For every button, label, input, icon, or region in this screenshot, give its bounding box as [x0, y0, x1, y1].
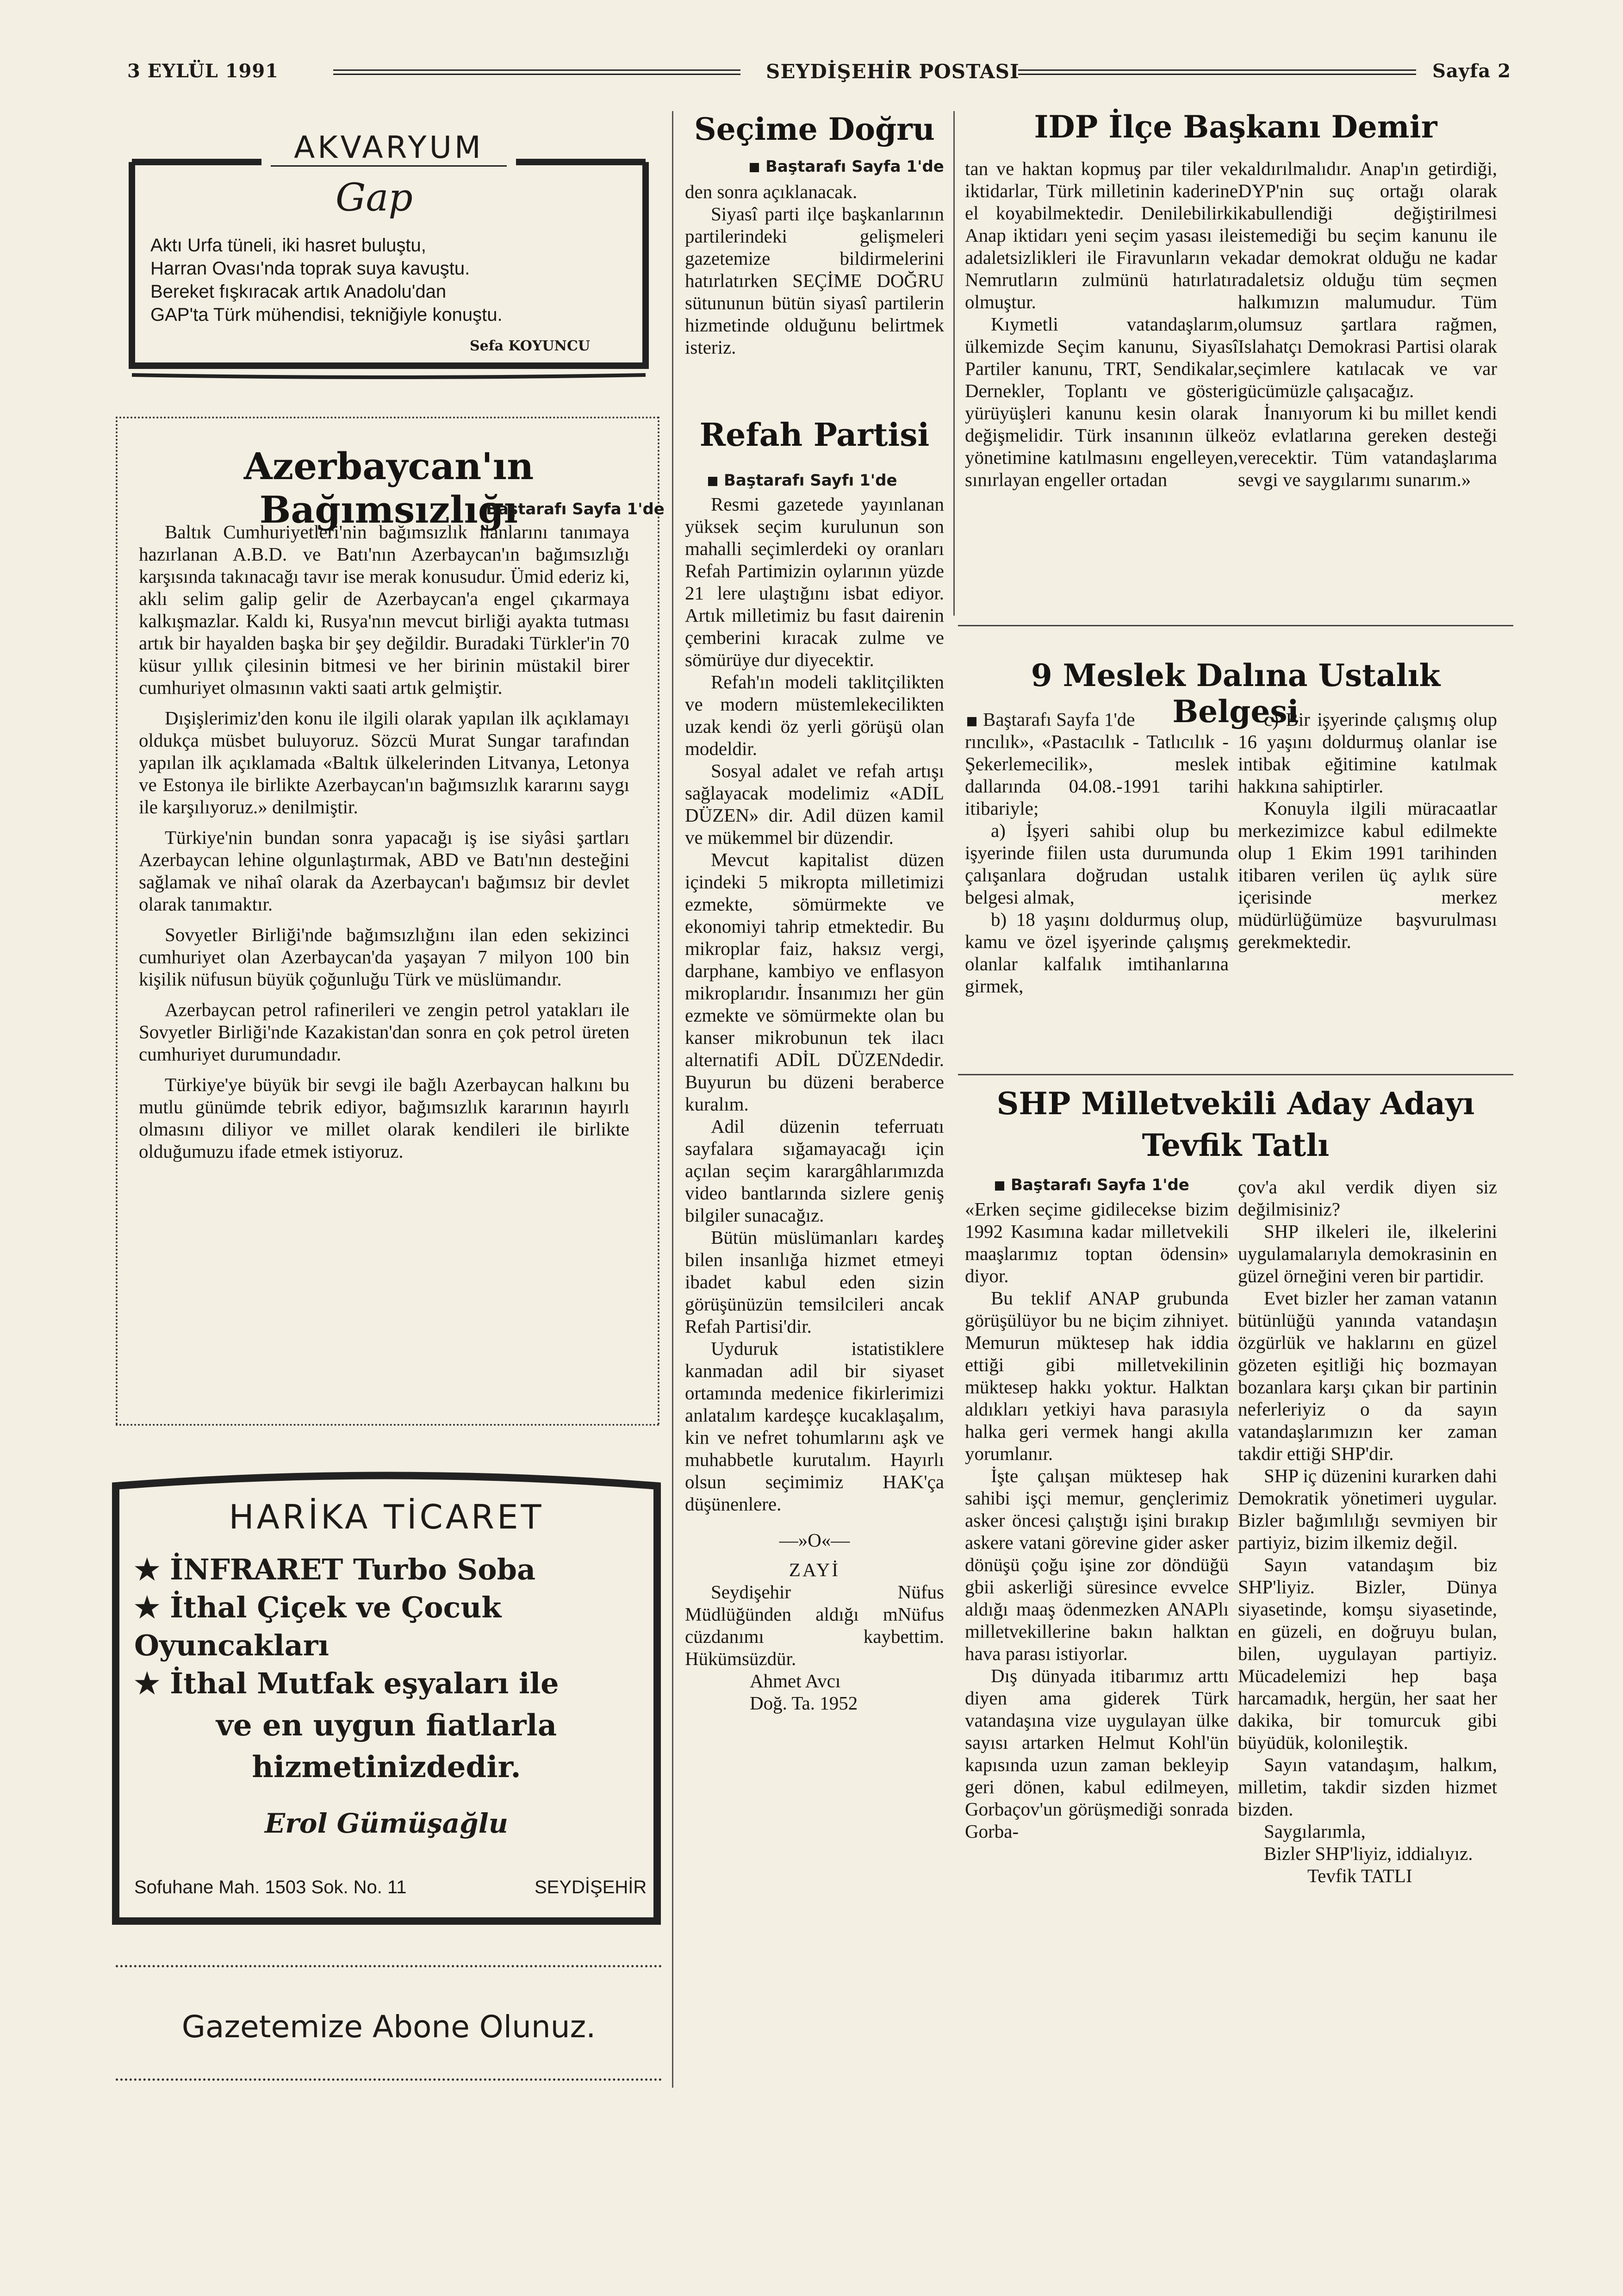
shp-title-2: Tevfik Tatlı	[1142, 1127, 1330, 1163]
meslek-continued: Baştarafı Sayfa 1'de	[967, 708, 1135, 730]
star-icon: ★	[134, 1666, 170, 1700]
paragraph: tan ve haktan kopmuş par tiler ve iktidarlar, Türk milletinin kaderine el koyabilmektedir. Denilebilirki Anap iktidarı yeni seçim yasası ile adaletsizlikleri ile Firavunların ve Nemrutların zulmünü hatırlatır olmuştur.	[965, 158, 1238, 312]
shp-title-1: SHP Milletvekili Aday Adayı	[996, 1086, 1475, 1122]
meslek-col1	[965, 730, 1229, 997]
paragraph: Kıymetli vatandaşlarım, ülkemizde Seçim kanunu, Siyasî Partiler kanunu, TRT, Sendikalar, Dernekler, Toplantı ve gösteri yürüyüşleri kanunu kesin olarak değişmelidir. Türk insanının ülke yönetimine katılmasını engelleyen, sınırlayan engeller ortadan	[965, 313, 1238, 490]
zayi-text: Seydişehir Nüfus Müdlüğünden aldığı mNüfus cüzdanımı kaybettim. Hükümsüzdür.	[685, 1581, 944, 1669]
shp-col1	[965, 1198, 1229, 1842]
zayi-title: ZAYİ	[789, 1559, 840, 1580]
poem-line: Aktı Urfa tüneli, iki hasret buluştu,	[150, 235, 426, 256]
header-rule-right	[1018, 69, 1416, 75]
paragraph: kaldırılmalıdır. Anap'ın getirdiği, DYP'nin suç ortağı olarak kabullendiği değiştirilmesi istemediği bu seçim kanunu ile kadar demokrat olduğu ne kadar adaletsiz olduğu tüm seçmen halkımızın malumudur. Tüm olumsuz şartlara rağmen, Islahatçı Demokrasi Partisi olarak seçimlere katılacak ve var gücümüzle çalışacağız.	[1238, 158, 1497, 401]
harika-ad	[109, 1463, 664, 1930]
paragraph: c) Bir işyerinde çalışmış olup 16 yaşını doldurmuş olanlar ise intibak eğitimine katılmak hakkına sahiptirler.	[1238, 709, 1497, 797]
secime-title: Seçime Doğru	[694, 111, 935, 147]
harika-title: HARİKA TİCARET	[229, 1497, 544, 1536]
harika-item: ★ İthal Mutfak eşyaları ile	[134, 1666, 559, 1700]
paragraph: SHP ilkeleri ile, ilkelerini uygulamalarıyla demokrasinin en güzel örneğini veren bir partidir.	[1238, 1221, 1497, 1286]
harika-slogan-2: hizmetinizdedir.	[252, 1750, 521, 1784]
paragraph: rıncılık», «Pastacılık - Tatlıcılık - Şekerlemecilik», meslek dallarında 04.08.-1991 tarihi itibariyle;	[965, 731, 1229, 819]
harika-item: ★ İthal Çiçek ve Çocuk Oyuncakları	[134, 1591, 502, 1662]
paragraph: Azerbaycan petrol rafinerileri ve zengin petrol yatakları ile Sovyetler Birliği'nde Kazakistan'dan sonra en çok petrol üreten cumhuriyet durumundadır.	[139, 999, 629, 1065]
refah-body	[685, 493, 944, 1714]
paragraph: Siyasî parti ilçe başkanlarının partilerindeki gelişmeleri gazetemize bildirmelerini hatırlatırken SEÇİME DOĞRU sütununun bütün siyasî partilerin hizmetinde olduğunu belirtmek isteriz.	[685, 203, 944, 358]
paragraph: Uyduruk istatistiklere kanmadan adil bir siyaset ortamında medenice fikirlerimizi anlatalım kardeşçe kucaklaşalım, kin ve nefret tohumlarını aşk ve muhabbetle kurutalım. Hayırlı olsun seçimimiz HAK'ça düşünenlere.	[685, 1338, 944, 1515]
zayi-name: Ahmet Avcı	[750, 1670, 841, 1691]
azerbaycan-body	[139, 521, 629, 1162]
paragraph: İnanıyorum ki bu millet kendi öz evlatlarına gereken desteği verecektir. Tüm vatandaşlarıma sevgi ve saygılarımı sunarım.»	[1238, 402, 1497, 490]
poem-line: Harran Ovası'nda toprak suya kavuştu.	[150, 258, 470, 279]
star-icon: ★	[134, 1553, 170, 1586]
paragraph: Baltık Cumhuriyetleri'nin bağımsızlık ilanlarını tanımaya hazırlanan A.B.D. ve Batı'nın Azerbaycan'ın bağımsızlığı karşısında takınacağı tavır ise merak konusudur. Ümid ederiz ki, aklı selim galip gelir de Azerbaycan'a engel çıkarmaya kalkışmazlar. Kaldı ki, Rusya'nın mevcut birliği ayakta tutması artık bir hayalden başka bir şey değildir. Buradaki Türkler'in 70 küsur yıllık çilesinin bitmesi ve her birinin müstakil birer cumhuriyet olmasının vakti saati artık gelmiştir.	[139, 521, 629, 698]
paragraph: Resmi gazetede yayınlanan yüksek seçim kurulunun son mahalli seçimlerdeki oy oranları Refah Partimizin oylarının yüzde 21 lere ulaştığını isbat ediyor. Artık milletimiz bu fasıt dairenin çemberini kıracak zulme ve sömürüye dur diyecektir.	[685, 493, 944, 670]
meslek-title: 9 Meslek Dalına Ustalık Belgesi	[1031, 657, 1441, 730]
idp-col1	[965, 157, 1238, 491]
shp-continued: Baştarafı Sayfa 1'de	[995, 1176, 1189, 1194]
paragraph: Saygılarımla,	[1264, 1821, 1366, 1842]
paragraph: Sovyetler Birliği'nde bağımsızlığını ilan eden sekizinci cumhuriyet olan Azerbaycan'da yaşayan 7 milyon 100 bin kişilik nüfusun büyük çoğunluğu Türk ve müslümandır.	[139, 924, 629, 990]
harika-town: SEYDİŞEHİR	[535, 1877, 647, 1897]
section-rule	[958, 625, 1513, 626]
harika-owner: Erol Gümüşağlu	[265, 1808, 508, 1839]
idp-col2	[1238, 157, 1497, 491]
paragraph: a) İşyeri sahibi olup bu işyerinde fiilen usta durumunda çalışanlara doğrudan ustalık belgesi almak,	[965, 820, 1229, 908]
akvaryum-title: AKVARYUM	[271, 130, 507, 167]
paragraph: İşte çalışan müktesep hak sahibi işçi memur, gençlerimiz asker öncesi çalıştığı işini bırakıp askere vatani görevine gider asker dönüşü çoğu işine zor döndüğü gbii askerliği süresince evvelce aldığı maaş ödenmezken ANAPlı milletvekillerine bakın halktan hava parası istiyorlar.	[965, 1465, 1229, 1664]
bullet-icon	[995, 1181, 1004, 1191]
zayi-dob: Doğ. Ta. 1952	[750, 1692, 858, 1714]
column-rule	[953, 111, 955, 616]
paragraph: Sosyal adalet ve refah artışı sağlayacak modelimiz «ADİL DÜZEN» dir. Adil düzen kamil ve mükemmel bir düzendir.	[685, 760, 944, 848]
paragraph: Sayın vatandaşım biz SHP'liyiz. Bizler, Dünya siyasetinde, komşu siyasetinde, en güzeli, en doğruyu bulan, bilen, uygulayan partiyiz. Mücadelemizi hep başa harcamadık, hergün, her saat her dakika, bir tomurcuk gibi büyüdük, kolonileştik.	[1238, 1554, 1497, 1753]
paragraph: SHP iç düzenini kurarken dahi Demokratik yönetimeri uygular. Bizler bağımlılığı sevmiyen bir partiyiz, bizim ilkemiz değil.	[1238, 1465, 1497, 1553]
paragraph: den sonra açıklanacak.	[685, 181, 858, 202]
akvaryum-author: Sefa KOYUNCU	[470, 338, 590, 354]
harika-address: Sofuhane Mah. 1503 Sok. No. 11	[134, 1877, 407, 1897]
column-rule	[672, 111, 673, 2088]
shp-signature: Tevfik TATLI	[1307, 1865, 1412, 1886]
abone-top-rule	[116, 1965, 662, 1967]
section-rule	[958, 1074, 1513, 1075]
refah-continued: Baştarafı Sayfı 1'de	[708, 471, 897, 490]
paragraph: Konuyla ilgili müracaatlar merkezimizce kabul edilmekte olup 1 Ekim 1991 tarihinden itibaren verilen üç aylık süre içerisinde merkez müdürlüğümüze başvurulması gerekmektedir.	[1238, 798, 1497, 952]
akvaryum-box	[123, 130, 655, 380]
abone-bottom-rule	[116, 2078, 662, 2081]
header-paper-name: SEYDİŞEHİR POSTASI	[766, 60, 1020, 83]
separator: —»O«—	[779, 1529, 850, 1551]
azerbaycan-continued: Baştarafı Sayfa 1'de	[486, 500, 665, 518]
bullet-icon	[708, 477, 717, 486]
akvaryum-poem	[150, 234, 613, 326]
idp-title: IDP İlçe Başkanı Demir	[1034, 109, 1437, 145]
harika-slogan-1: ve en uygun fiatlarla	[216, 1708, 557, 1743]
paragraph: «Erken seçime gidilecekse bizim 1992 Kasımına kadar milletvekili maaşlarımız toptan ödensin» diyor.	[965, 1198, 1229, 1286]
paragraph: Dışişlerimiz'den konu ile ilgili olarak yapılan ilk açıklamayı oldukça müsbet buluyoruz. Sözcü Murat Sungar tarafından yapılan ilk açıklamada «Baltık ülkelerinden Litvanya, Letonya ve Estonya ile birlikte Azerbaycan'ın bağımsızlık kararını saygı ile karşılıyoruz.» denilmiştir.	[139, 707, 629, 817]
azerbaycan-title: Azerbaycan'ın Bağımsızlığı	[243, 444, 534, 531]
paragraph: Türkiye'nin bundan sonra yapacağı iş ise siyâsi şartları Azerbaycan lehine olgunlaştırmak, ABD ve Batı'nın desteğini sağlamak ve nihaî olarak da Azerbaycan'ı bağımsız bir devlet olarak tanımaktır.	[139, 827, 629, 915]
header-page: Sayfa 2	[1432, 60, 1511, 82]
bullet-icon	[967, 717, 976, 726]
paragraph: Evet bizler her zaman vatanın bütünlüğü yanında vatandaşın özgürlük ve haklarını en güzel gözeten eşitliği hiç bozmayan bozanlara karşı çıkan bir partinin neferleriyiz o da sayın vatandaşlarımızın ker zaman takdir ettiği SHP'dir.	[1238, 1287, 1497, 1464]
akvaryum-poem-title: Gap	[336, 176, 413, 220]
secime-continued: Baştarafı Sayfa 1'de	[750, 157, 944, 176]
paragraph: Refah'ın modeli taklitçilikten ve modern müstemlekecilikten uzak kendi öz yerli görüşü olan modeldir.	[685, 671, 944, 759]
refah-title: Refah Partisi	[699, 417, 930, 454]
paragraph: b) 18 yaşını doldurmuş olup, kamu ve özel işyerinde çalışmış olanlar kalfalık imtihanlarına girmek,	[965, 909, 1229, 997]
paragraph: çov'a akıl verdik diyen siz değilmisiniz?	[1238, 1176, 1497, 1220]
paragraph: Bu teklif ANAP grubunda görüşülüyor bu ne biçim zihniyet. Memurun müktesep hak iddia ettiği gibi milletvekilinin müktesep hakkı yoktur. Halktan aldıkları yetkiyi hava parasıyla halka geri vermek hangi akılla yorumlanır.	[965, 1287, 1229, 1464]
harika-item: ★ İNFRARET Turbo Soba	[134, 1553, 536, 1586]
shp-col2	[1238, 1176, 1497, 1887]
paragraph: Türkiye'ye büyük bir sevgi ile bağlı Azerbaycan halkını bu mutlu günümde tebrik ediyor, bağımsızlık kararının hayırlı olmasını diliyor ve millet olarak kendileri ile birlikte olduğumuzu ifade etmek istiyoruz.	[139, 1074, 629, 1162]
paragraph: Bizler SHP'liyiz, iddialıyız.	[1264, 1843, 1473, 1864]
header-rule-left	[333, 69, 740, 75]
poem-line: GAP'ta Türk mühendisi, tekniğiyle konuştu.	[150, 305, 503, 325]
paragraph: Sayın vatandaşım, halkım, milletim, takdir sizden hizmet bizden.	[1238, 1754, 1497, 1820]
paragraph: Bütün müslümanları kardeş bilen insanlığa hizmet etmeyi ibadet kabul eden sizin görüşünüzün temsilcileri ancak Refah Partisi'dir.	[685, 1227, 944, 1337]
meslek-col2	[1238, 708, 1497, 953]
bullet-icon	[750, 163, 759, 172]
header-date: 3 EYLÜL 1991	[127, 60, 279, 82]
paragraph: Adil düzenin teferruatı sayfalara sığamayacağı için açılan seçim karargâhlarımızda video bantlarında sizlere geniş bilgiler sunacağız.	[685, 1116, 944, 1226]
star-icon: ★	[134, 1591, 170, 1624]
paragraph: Mevcut kapitalist düzen içindeki 5 mikropta milletimizi ezmekte, sömürmekte ve ekonomiyi tahrip etmektedir. Bu mikroplar faiz, haksız vergi, darphane, kambiyo ve enflasyon mikroplarıdır. İnsanımızı her gün ezmekte ve sömürmekte olan bu kanser mikrobunun tek ilacı alternatifi ADİL DÜZENdedir. Buyurun bu düzeni beraberce kuralım.	[685, 849, 944, 1115]
poem-line: Bereket fışkıracak artık Anadolu'dan	[150, 281, 447, 302]
paragraph: Dış dünyada itibarımız arttı diyen ama giderek Türk vatandaşına vize uygulayan ülke sayısı artarken Helmut Kohl'ün kapısında uzun zaman bekleyip geri dönen, kabul edilmeyen, Gorbaçov'un görüşmediği sonrada Gorba-	[965, 1665, 1229, 1842]
secime-body	[685, 181, 944, 358]
harika-items	[134, 1551, 643, 1703]
abone-notice: Gazetemize Abone Olunuz.	[181, 2009, 596, 2045]
